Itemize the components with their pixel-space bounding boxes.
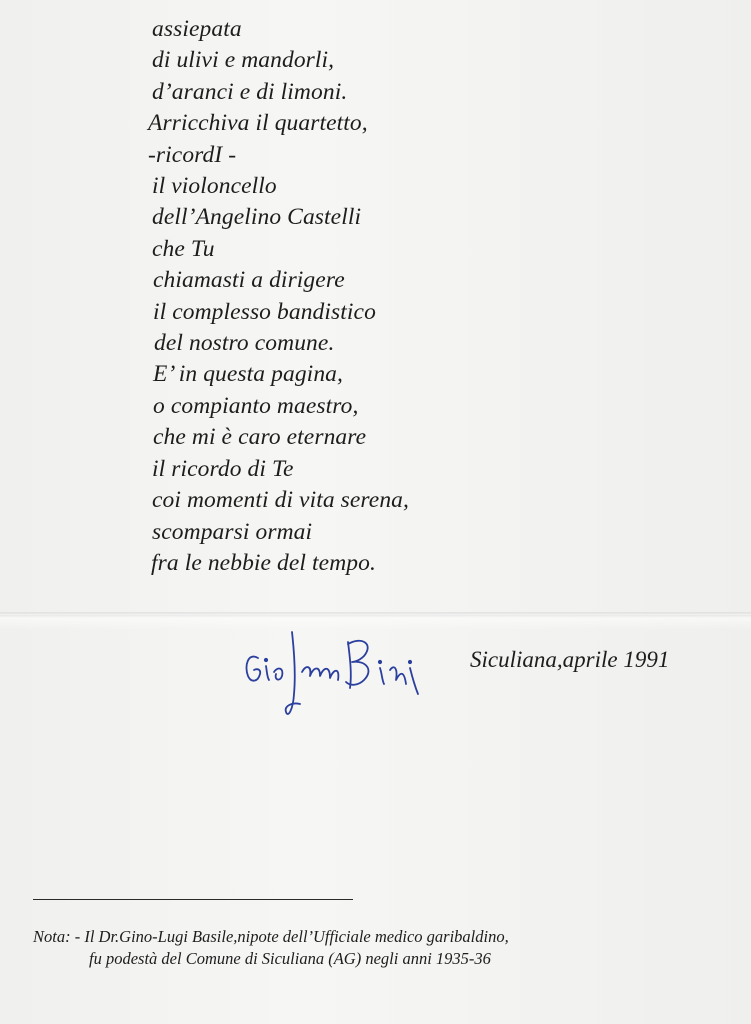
poem-line: dell’Angelino Castelli <box>152 204 362 231</box>
poem-line: assiepata <box>152 16 242 42</box>
poem-line: Arricchiva il quartetto, <box>148 110 368 137</box>
handwritten-signature <box>240 622 435 727</box>
poem-line: il complesso bandistico <box>153 298 376 325</box>
footnote-line: fu podestà del Comune di Siculiana (AG) negli anni 1935-36 <box>89 949 491 968</box>
footnote-line: Nota: - Il Dr.Gino-Lugi Basile,nipote dell’Ufficiale medico garibaldino, <box>33 927 509 946</box>
footnote <box>33 926 509 970</box>
place-and-date: Siculiana,aprile 1991 <box>470 647 670 672</box>
poem-line: scomparsi ormai <box>152 518 313 545</box>
poem-line: del nostro comune. <box>154 330 335 357</box>
poem-line: fra le nebbie del tempo. <box>151 549 376 576</box>
signature-strokes <box>246 632 418 714</box>
poem-line: che mi è caro eternare <box>153 424 367 451</box>
poem-line: coi momenti di vita serena, <box>152 487 410 514</box>
poem-line: che Tu <box>152 235 215 262</box>
poem-line: il violoncello <box>152 173 277 200</box>
poem-line: chiamasti a dirigere <box>153 267 345 294</box>
poem-line: di ulivi e mandorli, <box>152 47 335 74</box>
poem-line: -ricordI - <box>148 141 237 168</box>
poem-line: o compianto maestro, <box>153 392 359 419</box>
poem-line: d’aranci e di limoni. <box>152 78 348 105</box>
poem-text <box>148 14 409 579</box>
paper-fold-crease <box>0 612 751 615</box>
poem-line: E’ in questa pagina, <box>153 361 343 388</box>
signature-drawing <box>240 622 435 727</box>
footnote-divider <box>33 899 353 900</box>
poem-line: il ricordo di Te <box>152 455 294 482</box>
